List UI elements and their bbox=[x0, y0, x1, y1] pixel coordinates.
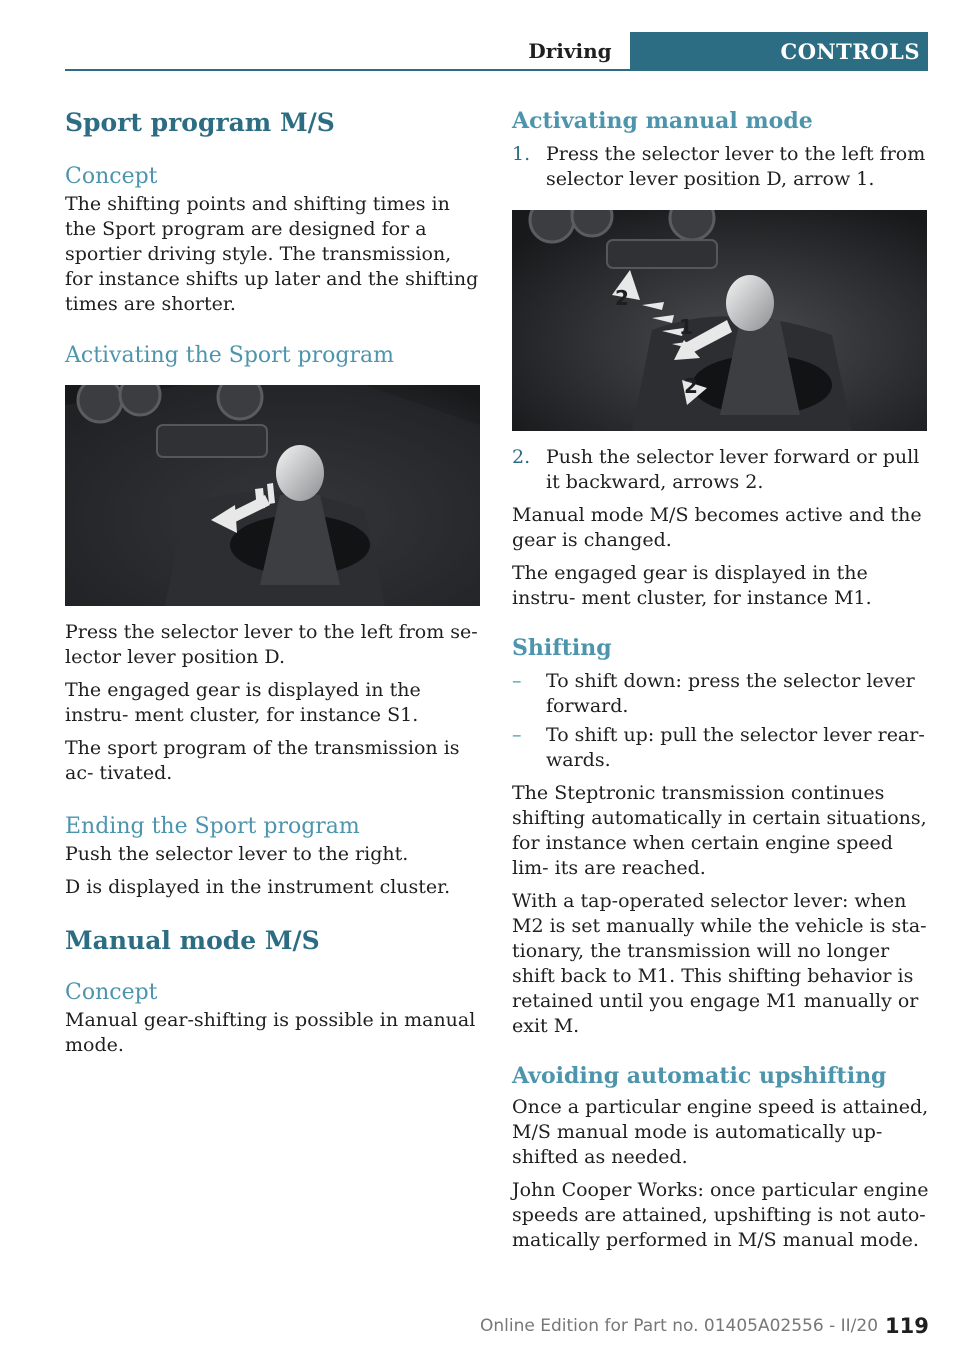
avoiding-upshifting-heading: Avoiding automatic upshifting bbox=[512, 1063, 887, 1089]
manual-concept-text: Manual gear-shifting is possible in manual mode. bbox=[65, 1009, 476, 1056]
shifting-text-1: The Steptronic transmission continues shifting automatically in certain situations, for instance when certain engine speed lim‐ its are reached. bbox=[512, 782, 927, 879]
shifting-item-text: To shift up: pull the selector lever rear‐ wards. bbox=[546, 724, 925, 771]
arrow-label-left: 1 bbox=[679, 315, 693, 339]
shifting-list-item bbox=[512, 723, 930, 773]
manual-mode-photo bbox=[512, 210, 927, 431]
manual-after-text-1: Manual mode M/S becomes active and the gear is changed. bbox=[512, 504, 922, 551]
concept-heading: Concept bbox=[65, 164, 158, 189]
avoiding-text-2: John Cooper Works: once particular engine speeds are attained, upshifting is not auto‐ matically performed in M/S manual mode. bbox=[512, 1179, 929, 1251]
arrow-label-up: 2 bbox=[615, 286, 629, 310]
ending-text-1: Push the selector lever to the right. bbox=[65, 843, 409, 865]
manual-concept-heading: Concept bbox=[65, 980, 158, 1005]
manual-after-text-2: The engaged gear is displayed in the instru‐ ment cluster, for instance M1. bbox=[512, 562, 872, 609]
header-section-label: Driving bbox=[528, 38, 612, 63]
shifting-text-2: With a tap-operated selector lever: when M2 is set manually while the vehicle is sta‐ tionary, the transmission will no longer shift back to M1. This shifting behavior is retained until you engage M1 manually or exit M. bbox=[512, 890, 927, 1037]
activating-manual-heading: Activating manual mode bbox=[512, 108, 813, 134]
shifting-heading: Shifting bbox=[512, 635, 612, 661]
step-text: Push the selector lever forward or pull it backward, arrows 2. bbox=[546, 446, 920, 493]
sport-program-title: Sport program M/S bbox=[65, 108, 335, 137]
shifting-list-item bbox=[512, 669, 930, 719]
header-rule bbox=[65, 69, 928, 71]
step-item bbox=[512, 142, 930, 192]
activating-text-1: Press the selector lever to the left from se‐ lector lever position D. bbox=[65, 621, 478, 668]
avoiding-text-1: Once a particular engine speed is attained, M/S manual mode is automatically up‐ shifted as needed. bbox=[512, 1096, 929, 1168]
manual-mode-title: Manual mode M/S bbox=[65, 926, 320, 955]
activating-text-2: The engaged gear is displayed in the instru‐ ment cluster, for instance S1. bbox=[65, 679, 421, 726]
concept-text: The shifting points and shifting times in the Sport program are designed for a sportier driving style. The transmission, for instance shifts up later and the shifting times are shorter. bbox=[65, 193, 479, 315]
left-column bbox=[65, 106, 483, 1058]
ending-text-2: D is displayed in the instrument cluster. bbox=[65, 876, 451, 898]
step-number: 2. bbox=[512, 446, 531, 468]
step-text: Press the selector lever to the left from selector lever position D, arrow 1. bbox=[546, 143, 926, 190]
step-item bbox=[512, 445, 930, 495]
dash-bullet: – bbox=[512, 724, 522, 746]
right-column bbox=[512, 106, 930, 1253]
step-number: 1. bbox=[512, 143, 531, 165]
activating-sport-heading: Activating the Sport program bbox=[65, 343, 394, 368]
arrow-label-down: 2 bbox=[684, 374, 698, 398]
sport-program-illustration bbox=[65, 385, 480, 606]
footer-edition: Online Edition for Part no. 01405A02556 - II/20 bbox=[480, 1316, 879, 1336]
manual-mode-illustration bbox=[512, 210, 927, 431]
dash-bullet: – bbox=[512, 670, 522, 692]
activating-text-3: The sport program of the transmission is ac‐ tivated. bbox=[65, 737, 460, 784]
page-number: 119 bbox=[885, 1314, 929, 1338]
shifting-item-text: To shift down: press the selector lever forward. bbox=[546, 670, 915, 717]
sport-program-photo bbox=[65, 385, 480, 606]
ending-sport-heading: Ending the Sport program bbox=[65, 814, 360, 839]
header-chapter-tab: CONTROLS bbox=[630, 32, 928, 70]
